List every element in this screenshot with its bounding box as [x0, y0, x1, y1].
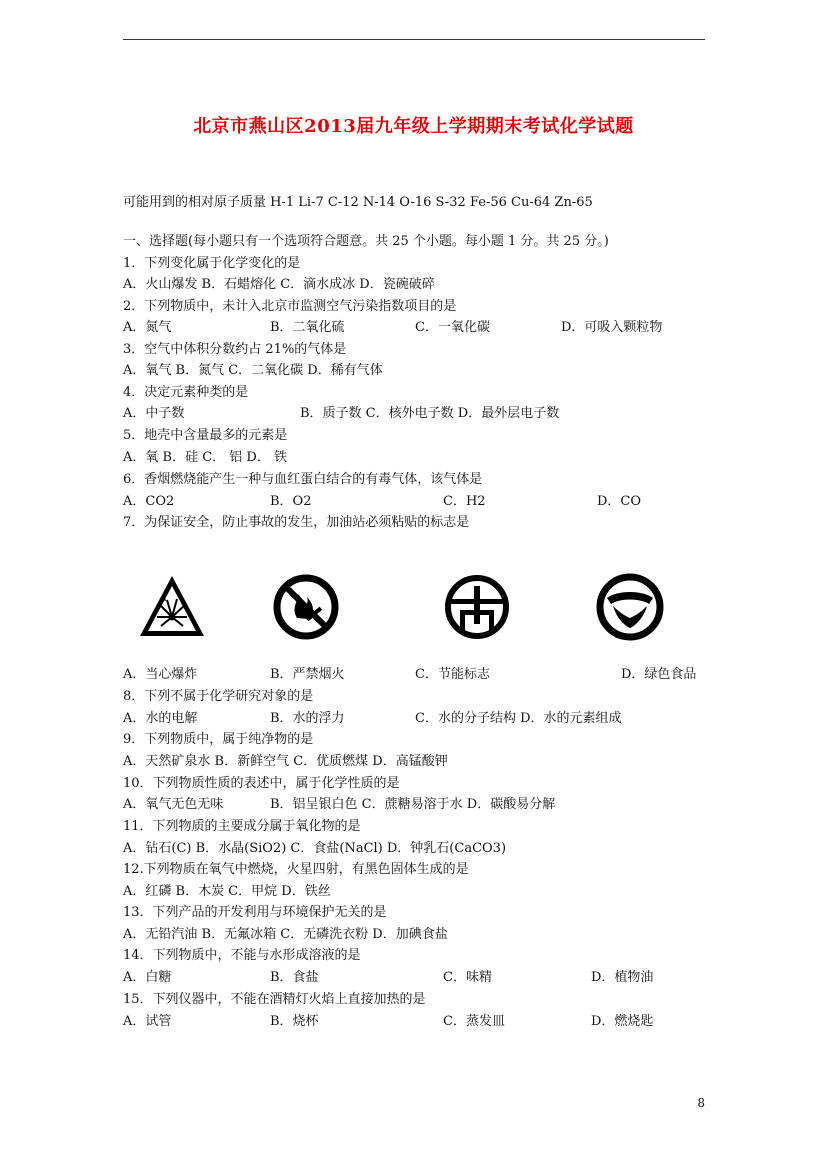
question-options: A．氧 B．硅 C． 铝 D． 铁	[123, 450, 287, 465]
option: B．严禁烟火	[270, 667, 345, 682]
option: C．H2	[443, 494, 486, 509]
option: B．水的浮力	[270, 711, 345, 726]
question-stem: 6．香烟燃烧能产生一种与血红蛋白结合的有毒气体，该气体是	[123, 472, 483, 487]
option: B．食盐	[270, 970, 319, 985]
option: C．一氧化碳	[415, 320, 490, 335]
question-stem: 9．下列物质中，属于纯净物的是	[123, 732, 314, 747]
option: A．白糖	[123, 970, 172, 985]
option: A．当心爆炸	[123, 667, 198, 682]
option: A．中子数	[123, 406, 185, 421]
question-stem: 3．空气中体积分数约占 21%的气体是	[123, 342, 347, 357]
question-stem: 11．下列物质的主要成分属于氧化物的是	[123, 819, 361, 834]
option: A．水的电解	[123, 711, 198, 726]
option: B．烧杯	[270, 1014, 319, 1029]
option: D．绿色食品	[621, 667, 697, 682]
atomic-masses: 可能用到的相对原子质量 H-1 Li-7 C-12 N-14 O-16 S-32 Fe-56 Cu-64 Zn-65	[123, 195, 593, 210]
question-stem: 13．下列产品的开发利用与环境保护无关的是	[123, 905, 387, 920]
explosion-warning-icon	[137, 572, 207, 642]
option: D．植物油	[591, 970, 654, 985]
question-options: A．红磷 B．木炭 C．甲烷 D．铁丝	[123, 884, 331, 899]
option: B．铝呈银白色 C．蔗糖易溶于水 D．碳酸易分解	[270, 797, 556, 812]
option: A．氧气无色无味	[123, 797, 224, 812]
question-stem: 4．决定元素种类的是	[123, 385, 249, 400]
option: A．CO2	[123, 494, 175, 509]
question-stem: 5．地壳中含量最多的元素是	[123, 428, 288, 443]
question-options: A．火山爆发 B．石蜡熔化 C．滴水成冰 D．瓷碗破碎	[123, 277, 435, 292]
header-rule	[123, 39, 705, 40]
question-options: A．氧气 B．氮气 C．二氧化碳 D．稀有气体	[123, 363, 383, 378]
exam-title: 北京市燕山区2013届九年级上学期期末考试化学试题	[193, 116, 634, 137]
question-stem: 7．为保证安全，防止事故的发生，加油站必须粘贴的标志是	[123, 515, 470, 530]
question-stem: 14．下列物质中，不能与水形成溶液的是	[123, 948, 361, 963]
option: A．氮气	[123, 320, 172, 335]
green-food-icon	[595, 572, 665, 642]
section-header: 一、选择题(每小题只有一个选项符合题意。共 25 个小题。每小题 1 分。共 25 分。)	[123, 234, 609, 249]
question-stem: 2．下列物质中，未计入北京市监测空气污染指数项目的是	[123, 299, 457, 314]
question-stem: 1．下列变化属于化学变化的是	[123, 256, 301, 271]
option: C．味精	[443, 970, 492, 985]
option: C．蒸发皿	[443, 1014, 505, 1029]
question-stem: 10．下列物质性质的表述中，属于化学性质的是	[123, 776, 400, 791]
option: B．二氧化硫	[270, 320, 345, 335]
option: A．试管	[123, 1014, 172, 1029]
option: C．节能标志	[415, 667, 490, 682]
question-options: A．钻石(C) B．水晶(SiO2) C．食盐(NaCl) D．钟乳石(CaCO3)	[123, 841, 507, 856]
question-stem: 15．下列仪器中，不能在酒精灯火焰上直接加热的是	[123, 992, 426, 1007]
question-options: A．天然矿泉水 B．新鲜空气 C．优质燃煤 D．高锰酸钾	[123, 754, 448, 769]
option: D．可吸入颗粒物	[561, 320, 663, 335]
energy-saving-icon	[442, 572, 512, 642]
question-stem: 8．下列不属于化学研究对象的是	[123, 689, 314, 704]
page-number: 8	[697, 1096, 705, 1110]
option: B．O2	[270, 494, 312, 509]
question-stem: 12.下列物质在氧气中燃烧，火星四射，有黑色固体生成的是	[123, 862, 469, 877]
no-fire-icon	[271, 572, 341, 642]
option: D．CO	[597, 494, 642, 509]
option: D．燃烧匙	[591, 1014, 654, 1029]
option: C．水的分子结构 D．水的元素组成	[415, 711, 622, 726]
option: B．质子数 C．核外电子数 D．最外层电子数	[300, 406, 560, 421]
question-options: A．无铅汽油 B．无氟冰箱 C．无磷洗衣粉 D．加碘食盐	[123, 927, 448, 942]
